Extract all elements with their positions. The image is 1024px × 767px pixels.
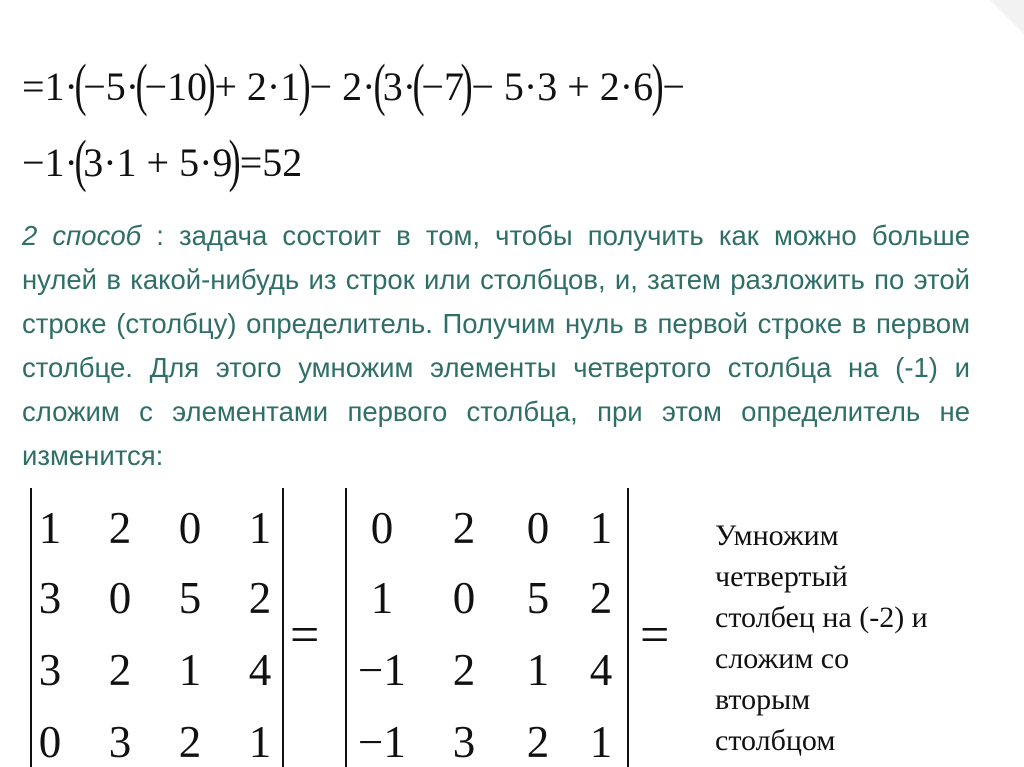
equals-sign: =	[290, 607, 320, 664]
eq1-paren: (	[374, 52, 387, 117]
matrix-cell: 1	[370, 573, 394, 623]
matrix-cell: 1	[248, 717, 272, 767]
side-note-line: сложим со	[715, 642, 850, 675]
eq1-term: −5·	[83, 64, 140, 109]
matrix-cell: 2	[452, 503, 476, 553]
eq1-term: =1·	[22, 64, 78, 109]
matrix-left	[30, 488, 284, 767]
eq1-paren: (	[74, 52, 87, 117]
method-2-paragraph	[22, 214, 970, 478]
matrix-cell: 5	[178, 573, 202, 623]
matrix-cell: 2	[526, 717, 550, 767]
matrix-cell: 4	[248, 645, 272, 695]
matrix-cell: 0	[38, 717, 62, 767]
side-note-line: Умножим	[715, 519, 839, 552]
eq1-term: −	[662, 64, 685, 109]
matrix-cell: 2	[589, 573, 613, 623]
eq1-term: −10	[144, 64, 207, 109]
matrix-cell: 4	[589, 645, 613, 695]
eq2-term: 3·1 + 5·9	[83, 140, 233, 185]
page-corner-fold	[990, 0, 1024, 34]
eq1-paren: (	[412, 52, 425, 117]
matrix-cell: −1	[358, 645, 406, 695]
paragraph-lead: 2 способ	[22, 220, 142, 251]
matrix-cell: 3	[38, 573, 62, 623]
matrix-cell: 3	[108, 717, 132, 767]
eq1-paren: )	[651, 52, 664, 117]
matrix-cell: 5	[526, 573, 550, 623]
matrix-cell: 2	[108, 645, 132, 695]
matrix-cell: 3	[38, 645, 62, 695]
eq2-term: =52	[239, 140, 303, 185]
matrix-cell: 0	[108, 573, 132, 623]
eq1-paren: (	[135, 52, 148, 117]
matrix-cell: 2	[248, 573, 272, 623]
side-note	[715, 515, 985, 761]
matrix-cell: 2	[452, 645, 476, 695]
eq1-term: 3·	[382, 64, 417, 109]
eq1-term: − 2·	[309, 64, 376, 109]
equation-line-2	[22, 128, 304, 198]
eq1-paren: )	[298, 52, 311, 117]
matrix-cell: 0	[178, 503, 202, 553]
equals-sign: =	[640, 607, 670, 664]
matrix-cell: 1	[38, 503, 62, 553]
matrix-cell: −1	[358, 717, 406, 767]
eq2-term: −1·	[22, 140, 78, 185]
matrix-cell: 1	[589, 503, 613, 553]
side-note-line: столбцом	[715, 724, 836, 757]
matrix-cell: 2	[178, 717, 202, 767]
matrix-cell: 1	[589, 717, 613, 767]
matrix-right	[345, 488, 629, 767]
matrix-cell: 0	[370, 503, 394, 553]
eq2-paren: )	[229, 128, 242, 193]
paragraph-text: : задача состоит в том, чтобы получить как можно больше нулей в какой-нибудь из строк или столбцов, и, затем разложить по этой строке (столбцу) определитель. Получим нуль в первой строке в первом столбце. Для этого умножим элементы четвертого столбца на (-1) и сложим с элементами первого столбца, при этом определитель не изменится:	[22, 220, 971, 471]
equation-line-1	[22, 52, 687, 122]
matrix-cell: 3	[452, 717, 476, 767]
eq1-term: − 5·3 + 2·6	[471, 64, 654, 109]
matrix-cell: 1	[248, 503, 272, 553]
side-note-line: четвертый	[715, 560, 848, 593]
side-note-line: вторым	[715, 683, 811, 716]
eq1-paren: )	[203, 52, 216, 117]
side-note-line: столбец на (-2) и	[715, 601, 928, 634]
matrix-cell: 1	[526, 645, 550, 695]
eq1-term: −7	[421, 64, 464, 109]
eq1-term: + 2·1	[214, 64, 301, 109]
matrix-cell: 1	[178, 645, 202, 695]
eq2-paren: (	[74, 128, 87, 193]
matrix-cell: 0	[526, 503, 550, 553]
matrix-cell: 2	[108, 503, 132, 553]
eq1-paren: )	[460, 52, 473, 117]
matrix-cell: 0	[452, 573, 476, 623]
